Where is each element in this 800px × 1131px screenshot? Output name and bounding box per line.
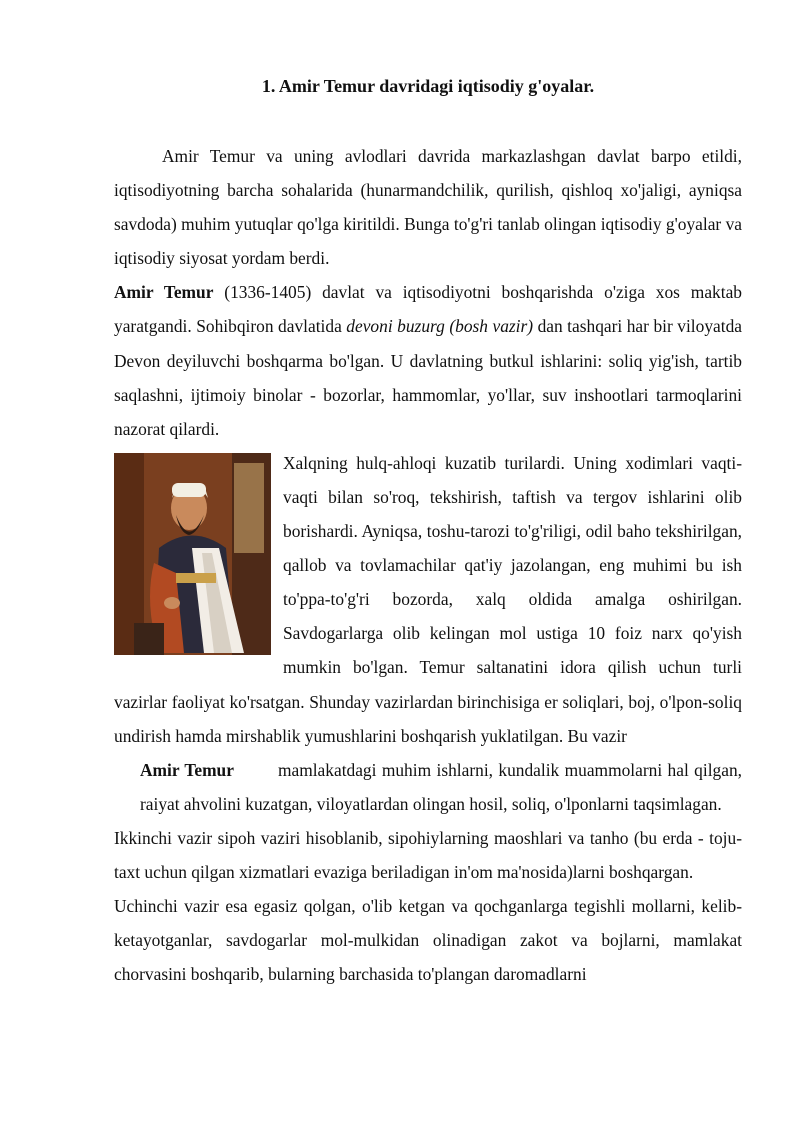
paragraph-intro: Amir Temur va uning avlodlari davrida markazlashgan davlat barpo etildi, iqtisodiyotning barcha sohalarida (hunarmandchilik, qurilish, qishloq xo'jaligi, ayniqsa savdoda) muhim yutuqlar qo'lga kiritildi. Bunga to'g'ri tanlab olingan iqtisodiy g'oyalar va iqtisodiy siyosat yordam berdi. (114, 146, 742, 269)
portrait-icon (114, 453, 271, 655)
paragraph-text: (1336-1405) davlat va iqtisodiyotni boshqarishda o'ziga xos maktab yaratgandi. Sohibqiron davlatida (114, 282, 742, 337)
page-title: 1. Amir Temur davridagi iqtisodiy g'oyalar. (261, 76, 595, 96)
portrait-image (114, 453, 271, 655)
paragraph-text: mamlakatdagi muhim ishlarni, kundalik muammolarni hal qilgan, raiyat ahvolini kuzatgan, viloyatlardan olingan hosil, soliq, o'lponlarni taqsimlagan. (140, 759, 742, 814)
paragraph-devon-staff: Xalqning hulq-ahloqi kuzatib turilardi. Uning xodimlari vaqti-vaqti bilan so'roq, tekshirish, taftish va tergov ishlarini olib borishardi. Ayniqsa, toshu-tarozi to'g'riligi, odil baho tekshirilgan, qallob va tovlamachilar qat'iy jazolangan, eng muhimi bu ish to'ppa-to'g'ri bozorda, xalq oldida amalga oshirilgan. Savdogarlarga olib kelingan mol ustiga 10 foiz narx qo'yish mumkin bo'lgan. Temur saltanatini idora qilish uchun turli vazirlar faoliyat ko'rsatgan. Shunday vazirlardan birinchisiga er soliqlari, boj, o'lpon-soliq undirish hamda mirshablik yumushlarini boshqarish yuklatilgan. Bu vazir (114, 452, 742, 746)
paragraph-third-vazir: Uchinchi vazir esa egasiz qolgan, o'lib ketgan va qochganlarga tegishli mollarni, kelib-ketayotganlar, savdogarlar mol-mulkidan olinadigan zakot va bojlarni, mamlakat chorvasini boshqarib, bularning barchasida to'plangan daromadlarni (114, 896, 742, 985)
document-body (114, 139, 742, 991)
paragraph-amir-temur (114, 275, 742, 445)
paragraph-text: dan tashqari har bir viloyatda Devon deyiluvchi boshqarma bo'lgan. U davlatning butkul ishlarini: soliq yig'ish, tartib saqlashni, ijtimoiy binolar - bozorlar, hammomlar, yo'llar, suv inshootlari tarmoqlarini nazorat qilardi. (114, 316, 742, 439)
amir-temur-bold: Amir Temur (140, 759, 234, 780)
devoni-buzurg-italic: devoni buzurg (bosh vazir) (346, 316, 534, 337)
amir-temur-bold: Amir Temur (114, 282, 214, 303)
paragraph-second-vazir: Ikkinchi vazir sipoh vaziri hisoblanib, sipohiylarning maoshlari va tanho (bu erda - toju-taxt uchun qilgan xizmatlari evaziga beriladigan in'om ma'nosida)larni boshqargan. (114, 827, 742, 882)
paragraph-vazir (114, 753, 742, 821)
